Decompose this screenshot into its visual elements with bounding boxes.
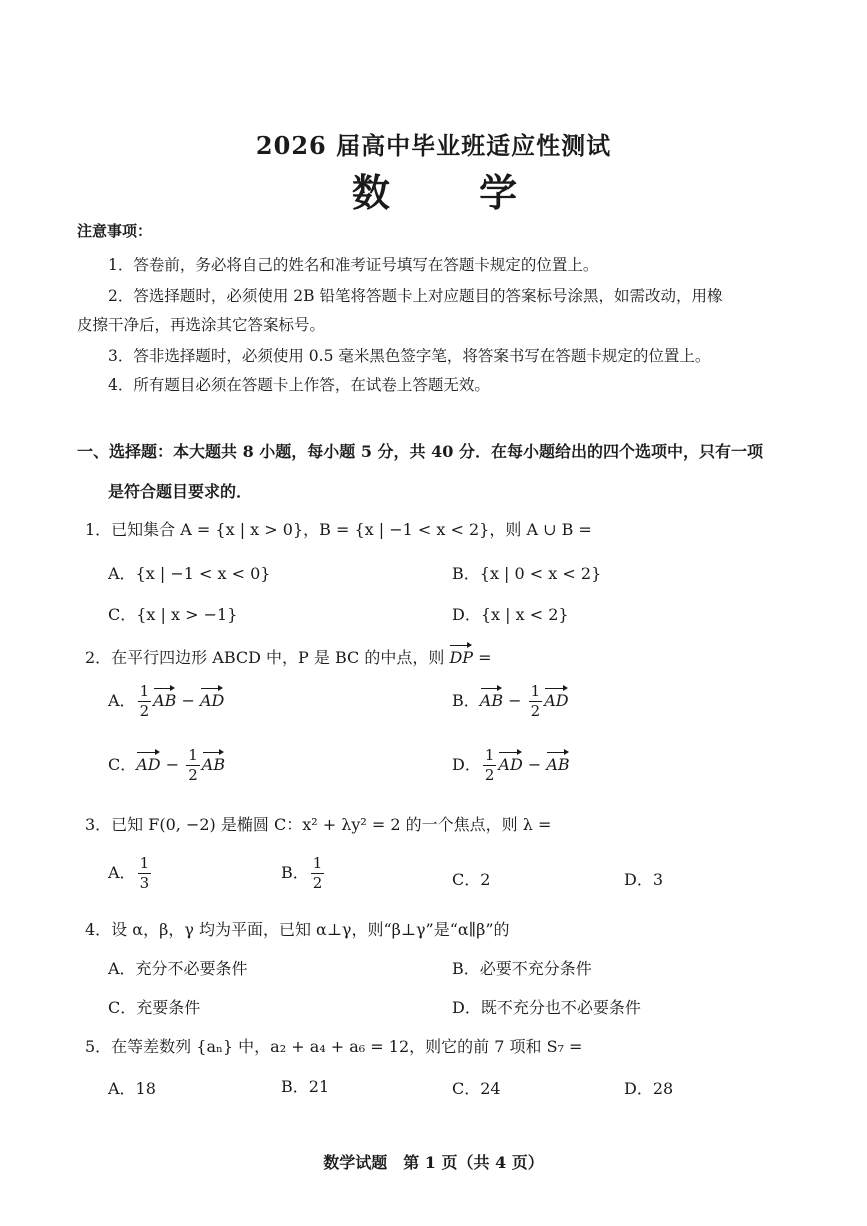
q2-option-b-label: B． (452, 691, 480, 710)
q2-stem-vector: DP (449, 648, 474, 667)
fraction-denominator: 2 (312, 874, 323, 892)
q2-option-a-label: A． (108, 691, 136, 710)
fraction-denominator: 3 (139, 874, 150, 892)
q1-option-c: C．{x | x > −1} (108, 605, 238, 624)
vector-ab: AB (201, 755, 226, 774)
fraction-numerator: 1 (530, 682, 541, 700)
notice-item-2: 2．答选择题时，必须使用 2B 铅笔将答题卡上对应题目的答案标号涂黑，如需改动，用橡 (108, 287, 723, 305)
q2-option-c (108, 748, 225, 783)
q1-stem: 1．已知集合 A = {x | x > 0}，B = {x | −1 < x < 2}，则 A ∪ B = (85, 520, 592, 539)
q3-option-d: D．3 (624, 870, 664, 889)
exam-title: 2026 届高中毕业班适应性测试 (255, 131, 612, 160)
q4-option-a: A．充分不必要条件 (108, 959, 248, 978)
vector-ad: AD (200, 691, 225, 710)
section-heading-line2: 是符合题目要求的． (108, 482, 253, 501)
page-footer: 数学试题 第 1 页（共 4 页） (323, 1153, 544, 1172)
vector-ab: AB (479, 691, 504, 710)
fraction-numerator: 1 (139, 682, 150, 700)
q2-option-b (452, 684, 569, 719)
q2-option-b-half (529, 684, 543, 719)
q2-option-c-label: C． (108, 755, 137, 774)
minus-sign: − (160, 755, 185, 774)
q1-option-d: D．{x | x < 2} (452, 605, 569, 624)
minus-sign: − (176, 691, 200, 710)
q3-option-b-label: B． (281, 863, 309, 882)
q5-option-b: B．21 (281, 1077, 330, 1096)
subject-title: 数 学 (351, 170, 556, 215)
q1-option-b: B．{x | 0 < x < 2} (452, 564, 602, 583)
minus-sign: − (522, 755, 547, 774)
q3-option-c: C．2 (452, 870, 491, 889)
q5-option-a: A．18 (108, 1079, 156, 1098)
vector-ad: AD (498, 755, 523, 774)
notice-item-3: 3．答非选择题时，必须使用 0.5 毫米黑色签字笔，将答案书写在答题卡规定的位置上。 (108, 347, 711, 365)
q3-option-b-fraction (311, 856, 325, 891)
q2-stem-pre: 2．在平行四边形 ABCD 中，P 是 BC 的中点，则 (85, 648, 450, 667)
q4-option-c: C．充要条件 (108, 998, 201, 1017)
q3-option-a (108, 856, 153, 891)
fraction-denominator: 2 (484, 766, 495, 784)
q3-option-a-label: A． (108, 863, 136, 882)
fraction-numerator: 1 (312, 854, 323, 872)
q4-stem: 4．设 α，β，γ 均为平面，已知 α⊥γ，则“β⊥γ”是“α∥β”的 (85, 920, 510, 939)
q2-option-a (108, 684, 224, 719)
q2-option-a-half (138, 684, 152, 719)
vector-ab: AB (546, 755, 570, 774)
fraction-denominator: 2 (530, 702, 541, 720)
fraction-denominator: 2 (139, 702, 150, 720)
q2-option-d-half (483, 748, 497, 783)
q2-option-d (452, 748, 570, 783)
q5-option-d: D．28 (624, 1079, 674, 1098)
q4-option-d: D．既不充分也不必要条件 (452, 998, 641, 1017)
q3-option-b (281, 856, 326, 891)
q3-option-a-fraction (138, 856, 152, 891)
q1-option-a: A．{x | −1 < x < 0} (108, 564, 271, 583)
notice-item-2-cont: 皮擦干净后，再选涂其它答案标号。 (77, 316, 326, 334)
vector-ad: AD (136, 755, 161, 774)
minus-sign: − (503, 691, 527, 710)
q2-option-c-half (186, 748, 200, 783)
fraction-numerator: 1 (139, 854, 150, 872)
q2-option-d-label: D． (452, 755, 481, 774)
fraction-numerator: 1 (484, 746, 495, 764)
notice-item-1: 1．答卷前，务必将自己的姓名和准考证号填写在答题卡规定的位置上。 (108, 256, 599, 274)
q2-stem (85, 645, 492, 668)
q3-stem: 3．已知 F(0, −2) 是椭圆 C：x² + λy² = 2 的一个焦点，则 λ = (85, 815, 552, 834)
q4-option-b: B．必要不充分条件 (452, 959, 592, 978)
q5-stem: 5．在等差数列 {aₙ} 中，a₂ + a₄ + a₆ = 12，则它的前 7 项和 S₇ = (85, 1037, 583, 1056)
fraction-numerator: 1 (188, 746, 198, 764)
notice-heading: 注意事项： (77, 222, 153, 240)
vector-ad: AD (544, 691, 569, 710)
vector-ab: AB (153, 691, 177, 710)
q2-stem-post: = (473, 648, 492, 667)
q5-option-c: C．24 (452, 1079, 501, 1098)
notice-item-4: 4．所有题目必须在答题卡上作答，在试卷上答题无效。 (108, 376, 490, 394)
section-heading-line1: 一、选择题：本大题共 8 小题，每小题 5 分，共 40 分．在每小题给出的四个选项中，只有一项 (77, 442, 763, 461)
fraction-denominator: 2 (188, 766, 198, 784)
